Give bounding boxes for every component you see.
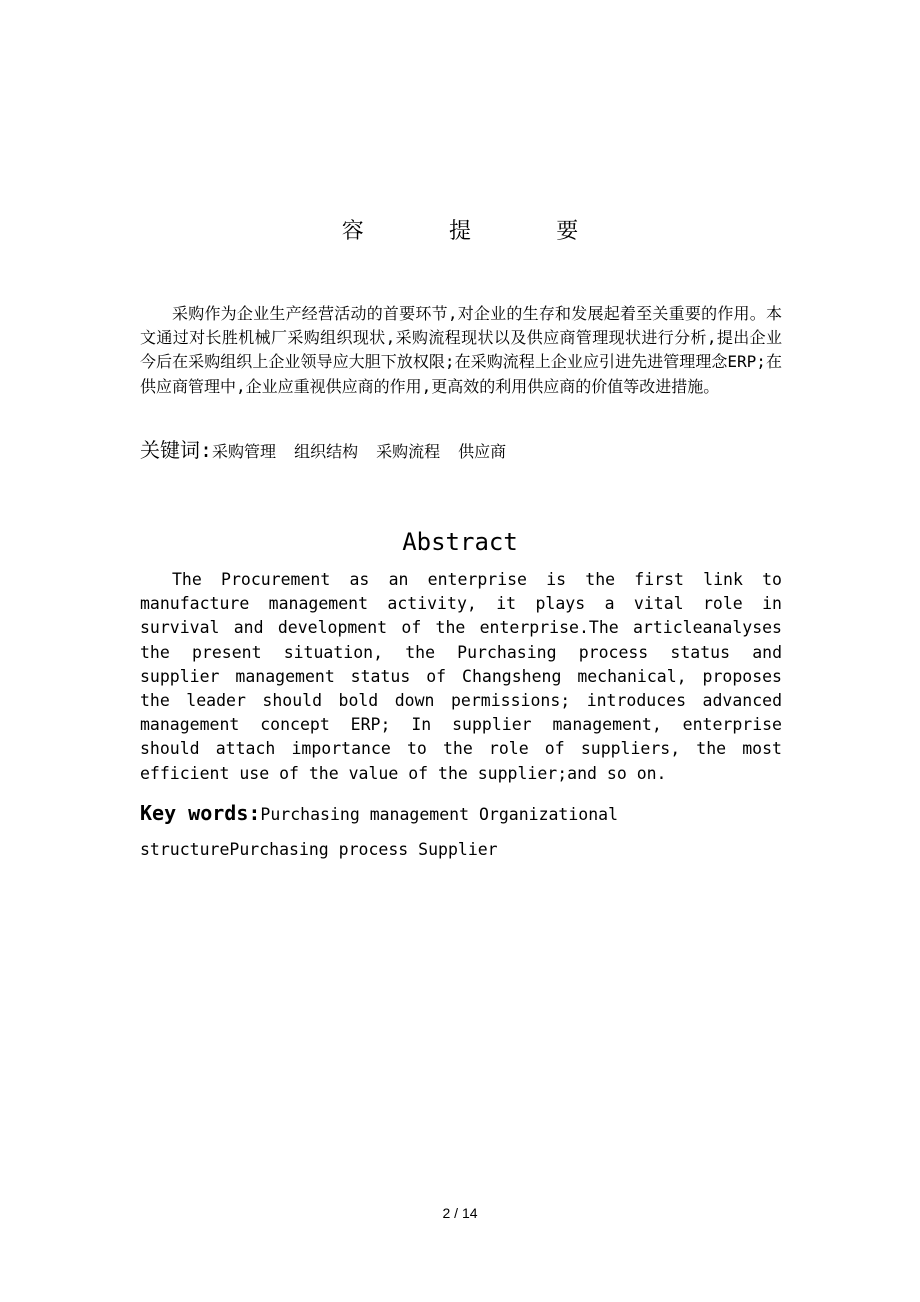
english-keywords-label: Key words: xyxy=(140,801,261,825)
chinese-keywords-label: 关键词: xyxy=(140,438,213,462)
chinese-abstract-body: 采购作为企业生产经营活动的首要环节,对企业的生存和发展起着至关重要的作用。本文通过对长胜机械厂采购组织现状,采购流程现状以及供应商管理现状进行分析,提出企业今后在采购组织上企业领导应大胆下放权限;在采购流程上企业应引进先进管理理念ERP;在供应商管理中,企业应重视供应商的作用,更高效的利用供应商的价值等改进措施。 xyxy=(140,304,782,396)
english-abstract-title: Abstract xyxy=(402,528,518,556)
english-keywords xyxy=(140,796,800,867)
chinese-keyword: 采购流程 xyxy=(376,442,441,461)
page-number: 2 / 14 xyxy=(442,1205,478,1221)
chinese-keywords xyxy=(140,434,782,463)
chinese-keyword: 采购管理 xyxy=(212,442,277,461)
english-abstract-body: The Procurement as an enterprise is the first link to manufacture management activity, it plays a vital role in survival and development of the enterprise.The articleanalyses the present situation, the Purchasing process status and supplier management status of Changsheng mechanical, proposes the leader should bold down permissions; introduces advanced management concept ERP; In supplier management, enterprise should attach importance to the role of suppliers, the most efficient use of the value of the supplier;and so on. xyxy=(140,570,782,783)
english-keywords-text: Purchasing management Organizational structurePurchasing process Supplier xyxy=(140,805,619,859)
chinese-keyword: 供应商 xyxy=(458,442,507,461)
chinese-abstract-title: 容 提 要 xyxy=(341,219,615,244)
chinese-keyword: 组织结构 xyxy=(294,442,359,461)
